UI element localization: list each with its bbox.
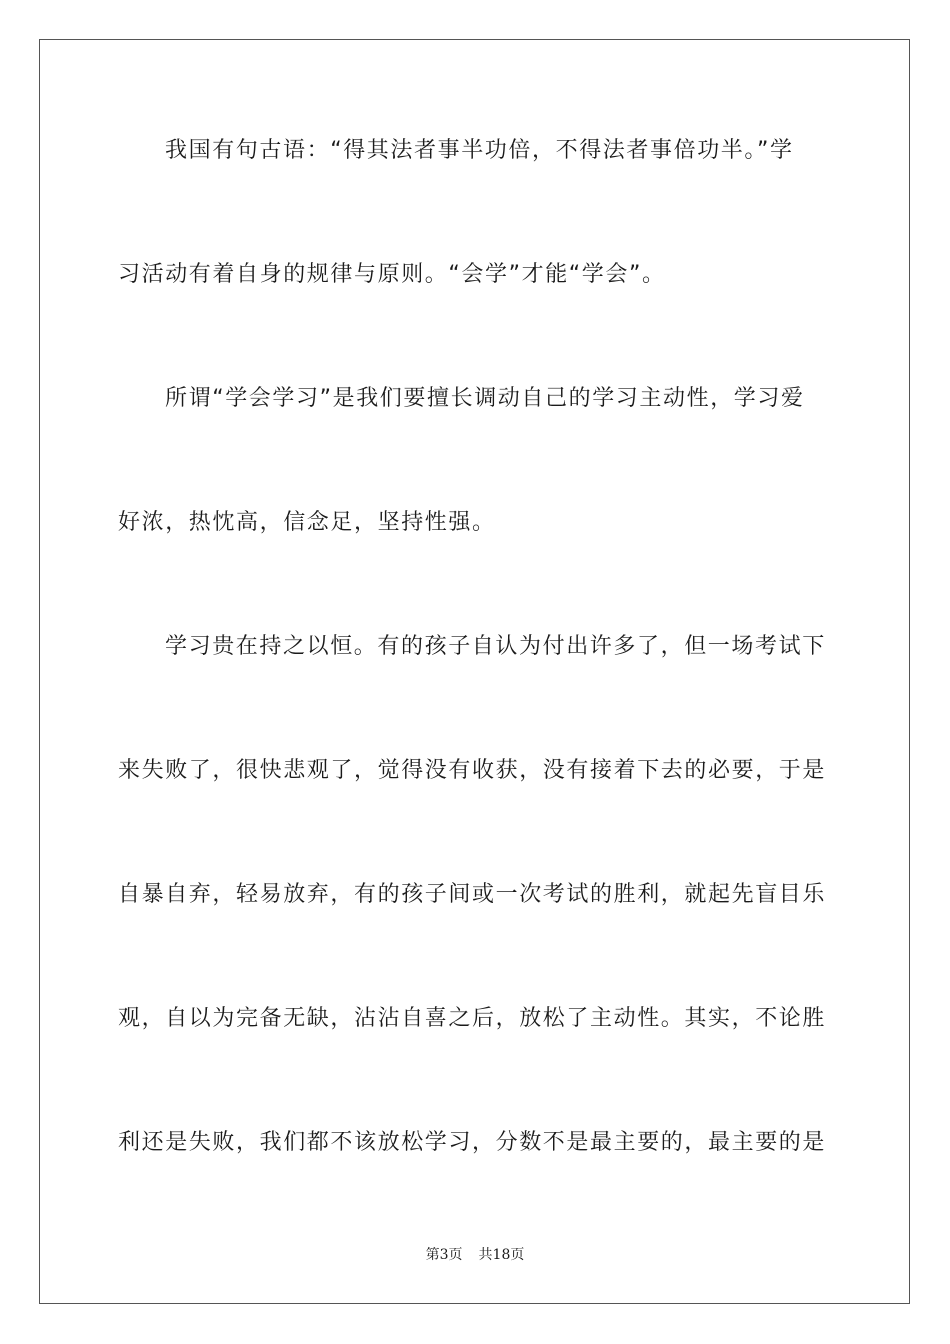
page-total: 共18页 — [478, 1247, 525, 1263]
page-number: 第3页 — [425, 1247, 463, 1263]
paragraph-1-line-2: 习活动有着自身的规律与原则。“会学”才能“学会”。 — [118, 262, 666, 287]
paragraph-3-line-3: 自暴自弃，轻易放弃，有的孩子间或一次考试的胜利，就起先盲目乐 — [118, 882, 827, 907]
paragraph-3-line-2: 来失败了，很快悲观了，觉得没有收获，没有接着下去的必要，于是 — [118, 758, 827, 783]
paragraph-2-line-1: 所谓“学会学习”是我们要擅长调动自己的学习主动性，学习爱 — [165, 386, 805, 411]
paragraph-3-line-5: 利还是失败，我们都不该放松学习，分数不是最主要的，最主要的是 — [118, 1130, 827, 1155]
paragraph-2-line-2: 好浓，热忱高，信念足，坚持性强。 — [118, 510, 496, 535]
paragraph-3-line-4: 观，自以为完备无缺，沾沾自喜之后，放松了主动性。其实，不论胜 — [118, 1006, 827, 1031]
page-footer — [0, 1246, 950, 1264]
page-frame — [39, 39, 910, 1304]
paragraph-1-line-1: 我国有句古语：“得其法者事半功倍，不得法者事倍功半。”学 — [165, 138, 794, 163]
paragraph-3-line-1: 学习贵在持之以恒。有的孩子自认为付出许多了，但一场考试下 — [165, 634, 826, 659]
